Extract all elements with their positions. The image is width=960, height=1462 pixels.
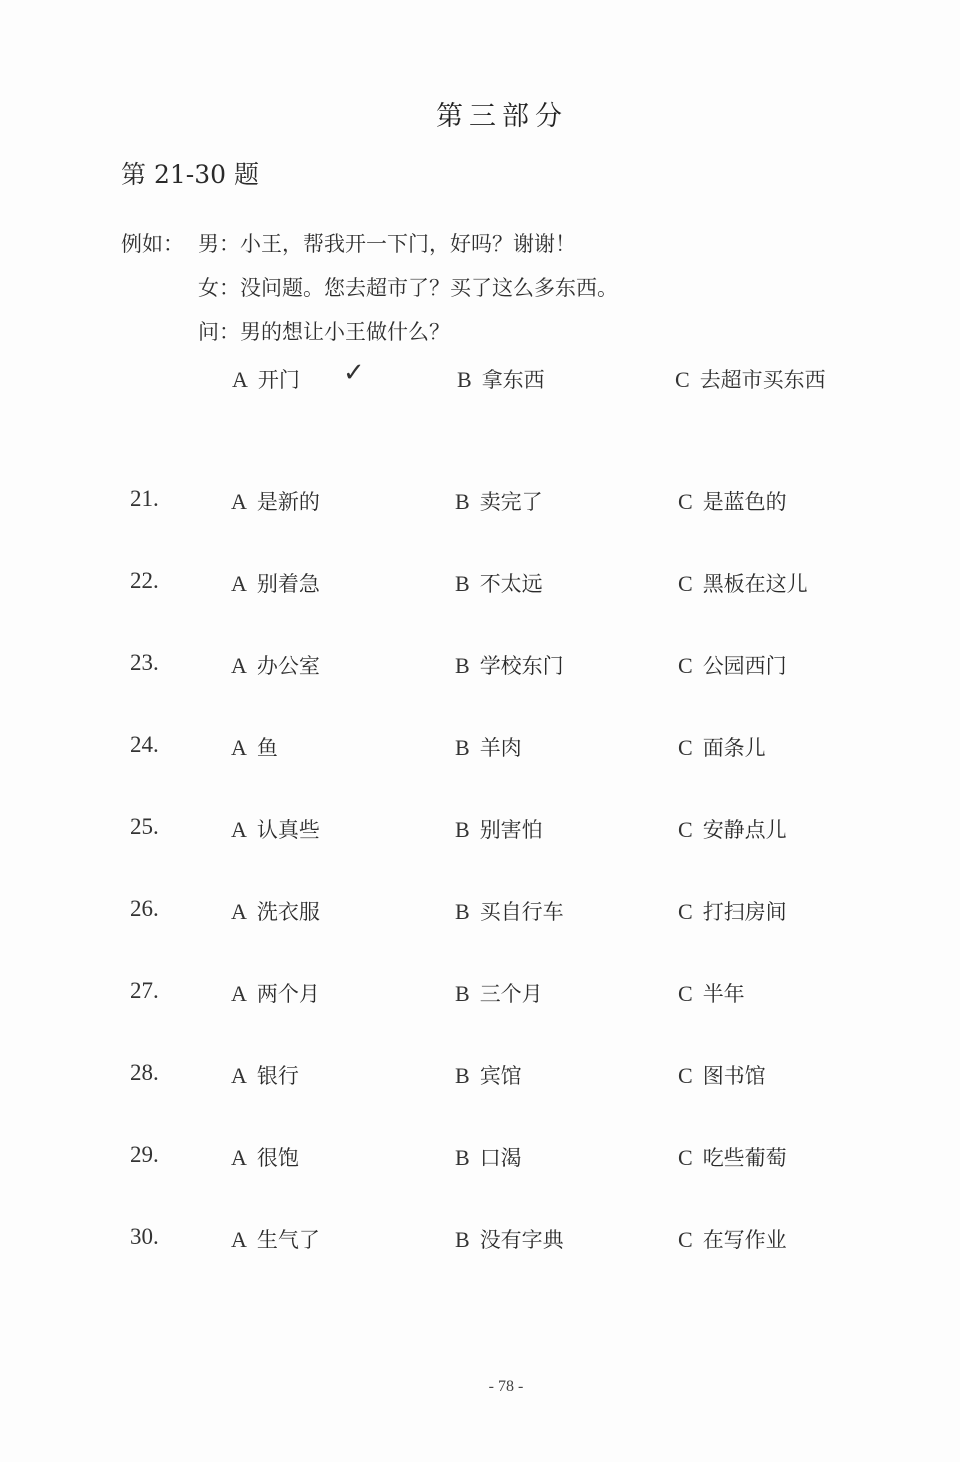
question-number: 22. (130, 568, 159, 593)
example-option-a: A 开门 (232, 367, 300, 392)
example-dialog-woman: 女：没问题。您去超市了？买了这么多东西。 (198, 276, 618, 300)
question-number: 23. (130, 650, 159, 675)
option-c: C 半年 (678, 981, 745, 1006)
option-a: A 两个月 (231, 981, 320, 1006)
page-number: - 78 - (488, 1378, 524, 1395)
checkmark-icon: ✓ (343, 358, 365, 388)
option-b: B 宾馆 (455, 1063, 522, 1088)
question-row (0, 1060, 960, 1094)
option-b: B 三个月 (455, 981, 543, 1006)
option-c: C 吃些葡萄 (678, 1145, 787, 1170)
question-row (0, 1224, 960, 1258)
question-row (0, 1142, 960, 1176)
option-a: A 办公室 (231, 653, 320, 678)
question-row (0, 486, 960, 520)
question-number: 25. (130, 814, 159, 839)
question-number: 21. (130, 486, 159, 511)
section-title: 第三部分 (436, 101, 568, 132)
example-option-b: B 拿东西 (457, 367, 545, 392)
example-question: 问：男的想让小王做什么？ (198, 320, 450, 344)
option-c: C 是蓝色的 (678, 489, 787, 514)
option-b: B 没有字典 (455, 1227, 564, 1252)
option-a: A 洗衣服 (231, 899, 320, 924)
option-c: C 面条儿 (678, 735, 766, 760)
example-dialog-man: 男：小王，帮我开一下门，好吗？谢谢！ (198, 232, 576, 256)
question-row (0, 650, 960, 684)
option-b: B 口渴 (455, 1145, 522, 1170)
option-c: C 公园西门 (678, 653, 787, 678)
option-a: A 很饱 (231, 1145, 299, 1170)
question-number: 24. (130, 732, 159, 757)
option-a: A 别着急 (231, 571, 320, 596)
question-number: 27. (130, 978, 159, 1003)
option-a: A 银行 (231, 1063, 299, 1088)
option-a: A 认真些 (231, 817, 320, 842)
option-b: B 羊肉 (455, 735, 522, 760)
option-c: C 打扫房间 (678, 899, 787, 924)
question-number: 26. (130, 896, 159, 921)
option-b: B 学校东门 (455, 653, 564, 678)
option-b: B 别害怕 (455, 817, 543, 842)
option-c: C 在写作业 (678, 1227, 787, 1252)
option-a: A 是新的 (231, 489, 320, 514)
question-row (0, 732, 960, 766)
question-row (0, 978, 960, 1012)
option-a: A 鱼 (231, 735, 278, 760)
option-c: C 安静点儿 (678, 817, 787, 842)
question-range-title: 第 21-30 题 (121, 160, 259, 189)
example-option-c: C 去超市买东西 (675, 367, 826, 392)
option-c: C 黑板在这儿 (678, 571, 808, 596)
question-number: 28. (130, 1060, 159, 1085)
question-number: 29. (130, 1142, 159, 1167)
question-row (0, 896, 960, 930)
option-c: C 图书馆 (678, 1063, 766, 1088)
option-b: B 不太远 (455, 571, 543, 596)
question-number: 30. (130, 1224, 159, 1249)
option-a: A 生气了 (231, 1227, 320, 1252)
question-row (0, 568, 960, 602)
option-b: B 卖完了 (455, 489, 543, 514)
example-label: 例如： (121, 232, 184, 256)
option-b: B 买自行车 (455, 899, 564, 924)
example-options (121, 358, 881, 394)
question-row (0, 814, 960, 848)
